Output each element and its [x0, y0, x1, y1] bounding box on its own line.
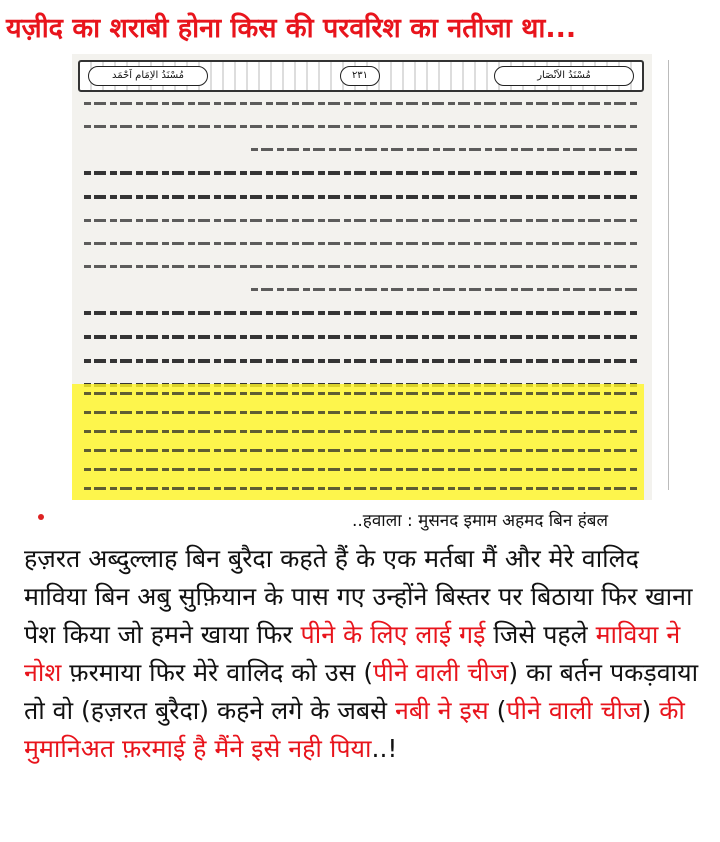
- text-segment: फ़रमाया फिर मेरे वालिद को उस (: [61, 658, 374, 687]
- highlighted-text-lines: [84, 392, 640, 500]
- header-title-right: مُسْنَدُ الاَنْصَار: [494, 66, 634, 86]
- headline: यज़ीद का शराबी होना किस की परवरिश का नतीजा था...: [6, 13, 577, 44]
- text-segment: (: [488, 696, 507, 725]
- header-page-number: ٢٣١: [340, 66, 380, 86]
- text-segment: ) का बर्तन पकड़वाया तो वो (हज़रत बुरैदा) कहने लगे के जबसे: [24, 658, 699, 725]
- text-segment: हज़रत अब्दुल्लाह बिन बुरैदा कहते हैं के एक मर्तबा मैं और मेरे वालिद माविया बिन अबु सुफ़ियान के पास गए उन्होंने बिस्तर पर बिठाया फिर खाना पेश किया जो हमने खाया फिर: [24, 544, 693, 649]
- highlight-segment: की मुमानिअत फ़रमाई है मैंने इसे नही पिया: [24, 696, 685, 763]
- text-segment: ..!: [371, 734, 398, 763]
- reference-line: ..हवाला : मुसनद इमाम अहमद बिन हंबल: [352, 511, 608, 531]
- highlight-segment: पीने के लिए लाई गई: [300, 620, 486, 649]
- arabic-urdu-text-block: [84, 102, 640, 407]
- text-segment: ): [641, 696, 660, 725]
- highlight-segment: माविया ने नोश: [24, 620, 681, 687]
- highlight-segment: नबी ने इस: [395, 696, 489, 725]
- highlight-segment: पीने वाली चीज: [506, 696, 642, 725]
- page-edge: [668, 60, 680, 490]
- text-segment: जिसे पहले: [485, 620, 596, 649]
- book-page-header: [78, 60, 644, 92]
- decorative-dot: [38, 514, 44, 520]
- scanned-book-page: [72, 54, 652, 500]
- highlight-segment: पीने वाली चीज: [373, 658, 509, 687]
- header-title-left: مُسْنَدُ الاِمَام اَحْمَد: [88, 66, 208, 86]
- hindi-paragraph: [24, 540, 704, 768]
